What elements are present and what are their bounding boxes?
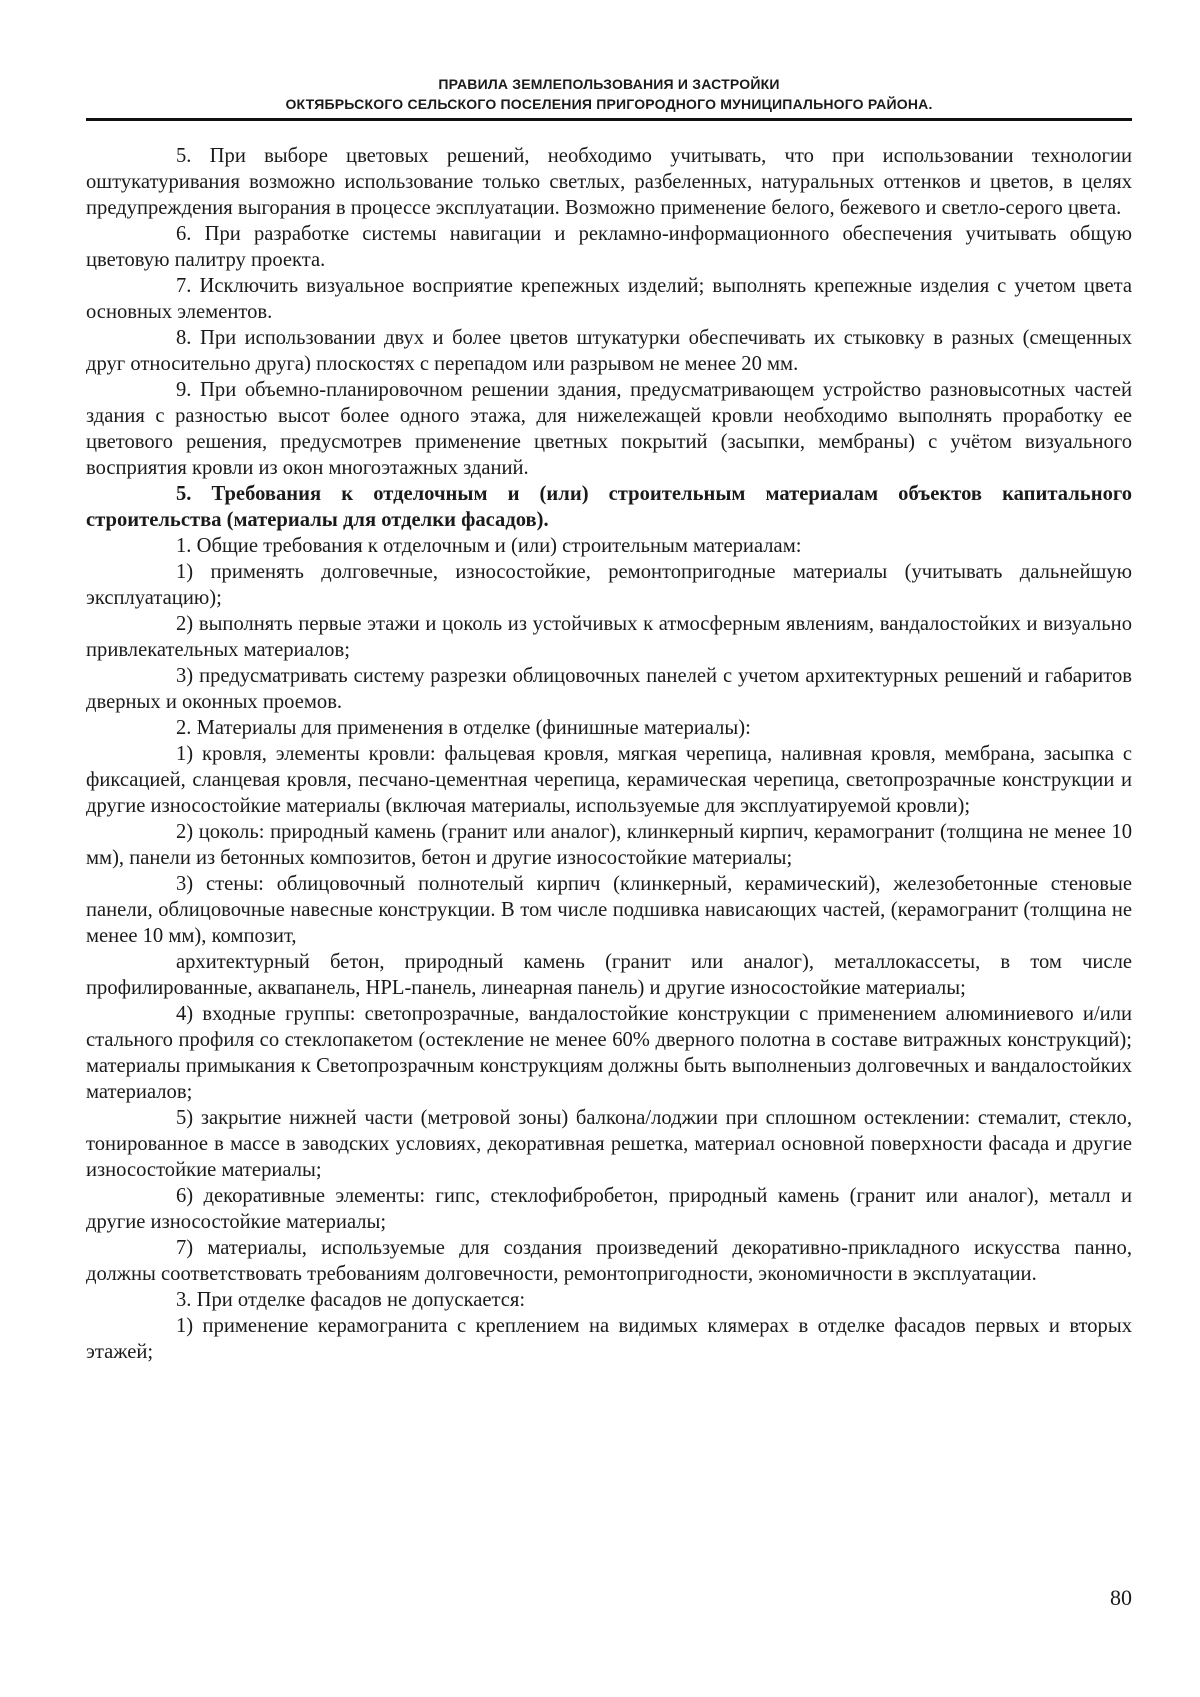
paragraph-8: 8. При использовании двух и более цветов штукатурки обеспечивать их стыковку в разных (смещенных друг относительно друга) плоскостях с перепадом или разрывом не менее 20 мм. — [86, 327, 1132, 375]
finish-materials-title: 2. Материалы для применения в отделке (финишные материалы): — [176, 717, 751, 739]
paragraph-9: 9. При объемно-планировочном решении здания, предусматривающем устройство разновысотных частей здания с разностью высот более одного этажа, для нижележащей кровли необходимо выполнять проработку ее цветового решения, предусмотрев применение цветных покрытий (засыпки, мембраны) с учётом визуального восприятия кровли из окон многоэтажных зданий. — [86, 379, 1132, 479]
prohibited-title: 3. При отделке фасадов не допускается: — [176, 1289, 526, 1311]
finish-item-balcony: 5) закрытие нижней части (метровой зоны) балкона/лоджии при сплошном остеклении: стемалит, стекло, тонированное в массе в заводских условиях, декоративная решетка, материал основной поверхности фасада и другие износостойкие материалы; — [86, 1107, 1132, 1181]
general-item-1: 1) применять долговечные, износостойкие, ремонтопригодные материалы (учитывать дальнейшую эксплуатацию); — [86, 561, 1132, 609]
finish-item-decorative: 6) декоративные элементы: гипс, стеклофибробетон, природный камень (гранит или аналог), металл и другие износостойкие материалы; — [86, 1185, 1132, 1233]
general-item-2: 2) выполнять первые этажи и цоколь из устойчивых к атмосферным явлениям, вандалостойких и визуально привлекательных материалов; — [86, 613, 1132, 661]
finish-item-panels: 7) материалы, используемые для создания произведений декоративно-прикладного искусства панно, должны соответствовать требованиям долговечности, ремонтопригодности, экономичности в эксплуатации. — [86, 1237, 1132, 1285]
document-body — [86, 143, 1132, 1365]
header-rule — [86, 118, 1132, 121]
finish-item-walls-continued: архитектурный бетон, природный камень (гранит или аналог), металлокассеты, в том числе профилированные, аквапанель, HPL-панель, линеарная панель) и другие износостойкие материалы; — [86, 951, 1132, 999]
general-requirements-title: 1. Общие требования к отделочным и (или) строительным материалам: — [176, 535, 802, 557]
paragraph-5: 5. При выборе цветовых решений, необходимо учитывать, что при использовании технологии оштукатуривания возможно использование только светлых, разбеленных, натуральных оттенков и цветов, в целях предупреждения выгорания в процессе эксплуатации. Возможно применение белого, бежевого и светло-серого цвета. — [86, 145, 1132, 219]
finish-item-roof: 1) кровля, элементы кровли: фальцевая кровля, мягкая черепица, наливная кровля, мембрана, засыпка с фиксацией, сланцевая кровля, песчано-цементная черепица, керамическая черепица, светопрозрачные конструкции и другие износостойкие материалы (включая материалы, используемые для эксплуатируемой кровли); — [86, 743, 1132, 817]
page-number: 80 — [1110, 1585, 1132, 1610]
general-item-3: 3) предусматривать систему разрезки облицовочных панелей с учетом архитектурных решений и габаритов дверных и оконных проемов. — [86, 665, 1132, 713]
paragraph-7: 7. Исключить визуальное восприятие крепежных изделий; выполнять крепежные изделия с учетом цвета основных элементов. — [86, 275, 1132, 323]
prohibited-item-1: 1) применение керамогранита с креплением на видимых клямерах в отделке фасадов первых и вторых этажей; — [86, 1315, 1132, 1363]
paragraph-6: 6. При разработке системы навигации и рекламно-информационного обеспечения учитывать общую цветовую палитру проекта. — [86, 223, 1132, 271]
header-title-line-1: ПРАВИЛА ЗЕМЛЕПОЛЬЗОВАНИЯ И ЗАСТРОЙКИ — [438, 76, 780, 92]
finish-item-walls: 3) стены: облицовочный полнотелый кирпич (клинкерный, керамический), железобетонные стеновые панели, облицовочные навесные конструкции. В том числе подшивка нависающих частей, (керамогранит (толщина не менее 10 мм), композит, — [86, 873, 1132, 947]
section-heading: 5. Требования к отделочным и (или) строительным материалам объектов капитального строительства (материалы для отделки фасадов). — [86, 483, 1132, 531]
header-title-line-2: ОКТЯБРЬСКОГО СЕЛЬСКОГО ПОСЕЛЕНИЯ ПРИГОРОДНОГО МУНИЦИПАЛЬНОГО РАЙОНА. — [285, 96, 933, 112]
finish-item-entrance-groups: 4) входные группы: светопрозрачные, вандалостойкие конструкции с применением алюминиевого и/или стального профиля со стеклопакетом (остекление не менее 60% дверного полотна в составе витражных конструкций); материалы примыкания к Светопрозрачным конструкциям должны быть выполненыиз долговечных и вандалостойких материалов; — [86, 1003, 1132, 1103]
running-header — [86, 74, 1132, 114]
finish-item-plinth: 2) цоколь: природный камень (гранит или аналог), клинкерный кирпич, керамогранит (толщина не менее 10 мм), панели из бетонных композитов, бетон и другие износостойкие материалы; — [86, 821, 1132, 869]
